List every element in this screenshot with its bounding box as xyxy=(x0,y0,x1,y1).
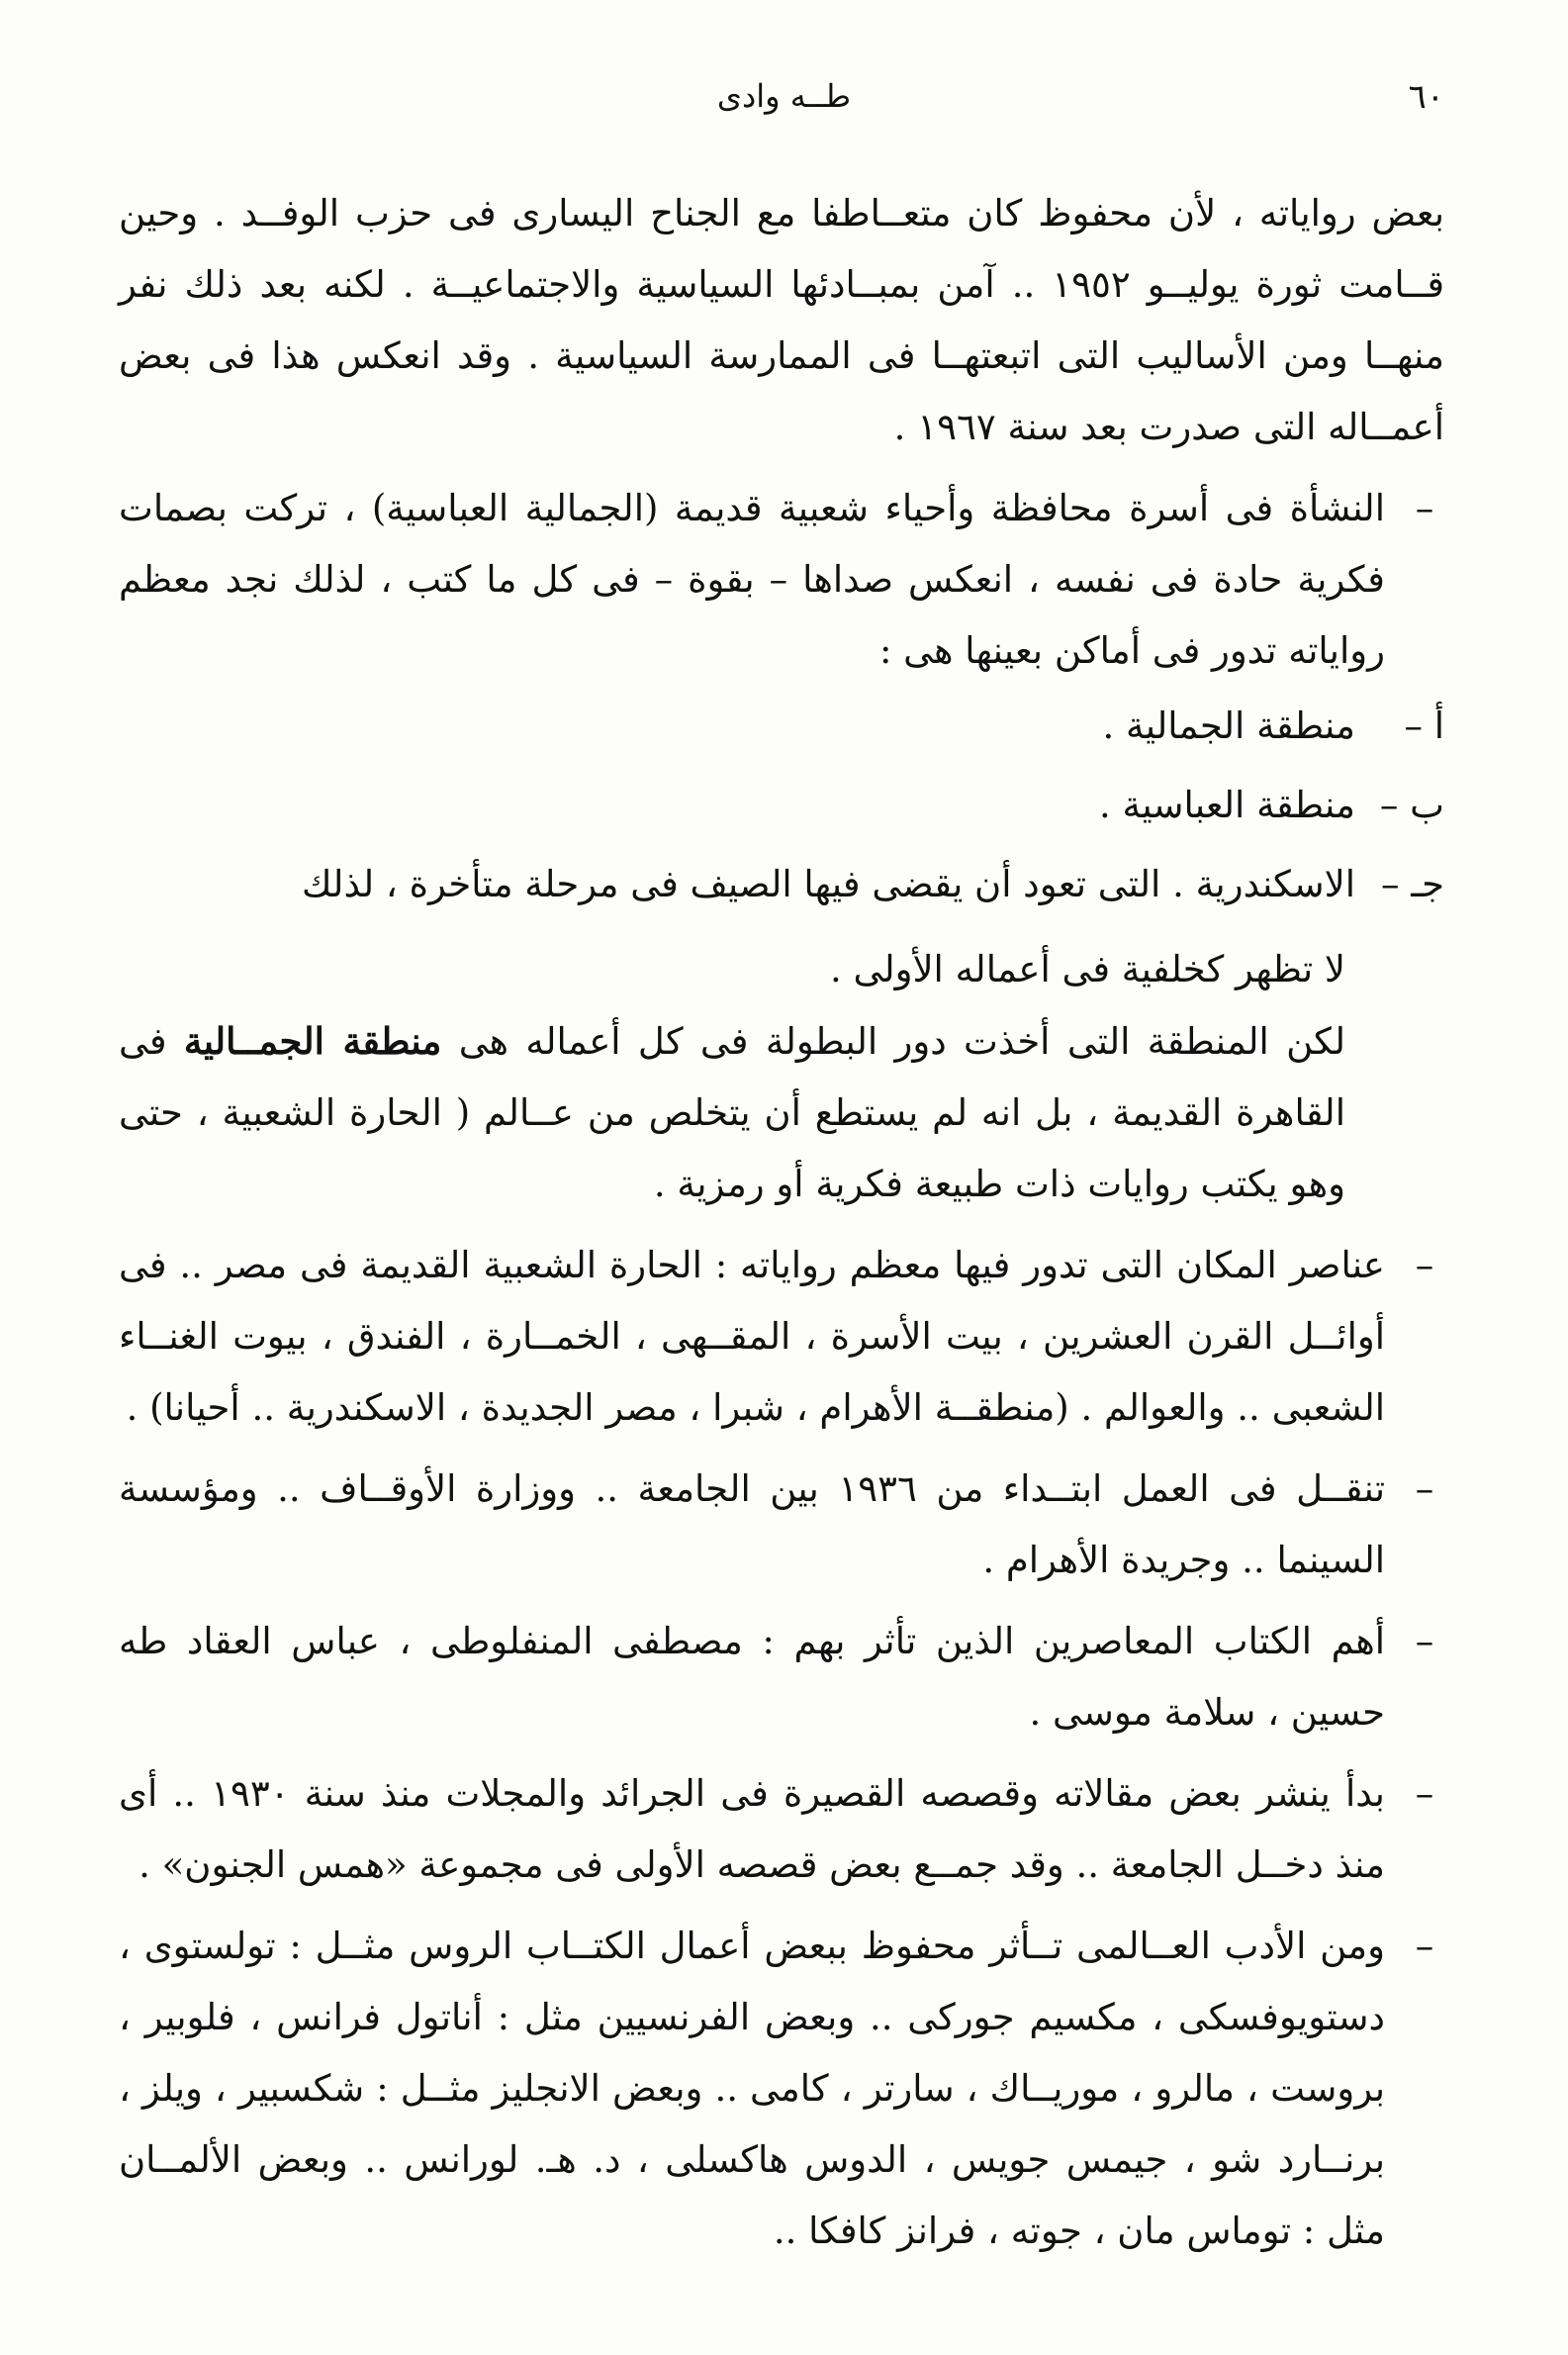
bullet-item xyxy=(119,1606,1444,1748)
gamaliya-text-end: فى القاهرة القديمة ، بل انه لم يستطع أن يتخلص من عــالم ( الحارة الشعبية ، حتى وهو يكتب روايات ذات طبيعة فكرية أو رمزية . xyxy=(119,1020,1345,1205)
bullet-text: أهم الكتاب المعاصرين الذين تأثر بهم : مصطفى المنفلوطى ، عباس العقاد طه حسين ، سلامة موسى . xyxy=(119,1620,1385,1734)
bullet-item xyxy=(119,1230,1444,1444)
bullet-item xyxy=(119,1758,1444,1901)
bullet-text: عناصر المكان التى تدور فيها معظم رواياته : الحارة الشعبية القديمة فى مصر .. فى أوائــل القرن العشرين ، بيت الأسرة ، المقــهى ، الخمــارة ، الفندق ، بيوت الغنــاء الشعبى .. والعوالم . (منطقــة الأهرام ، شبرا ، مصر الجديدة ، الاسكندرية .. أحيانا) . xyxy=(119,1244,1385,1429)
list-item xyxy=(119,766,1444,845)
list-text: الاسكندرية . التى تعود أن يقضى فيها الصيف فى مرحلة متأخرة ، لذلك xyxy=(301,863,1355,905)
gamaliya-paragraph xyxy=(119,1005,1444,1220)
page-body xyxy=(119,178,1444,2267)
bullet-dash: – xyxy=(1415,1925,1434,1967)
bullet-dash: – xyxy=(1415,1772,1434,1815)
bullet-dash: – xyxy=(1415,487,1434,529)
bullet-text: النشأة فى أسرة محافظة وأحياء شعبية قديمة (الجمالية العباسية) ، تركت بصمات فكرية حادة فى نفسه ، انعكس صداها – بقوة – فى كل ما كتب ، لذلك نجد معظم رواياته تدور فى أماكن بعينها هى : xyxy=(119,487,1385,672)
bullet-item xyxy=(119,473,1444,687)
running-title: طــه وادى xyxy=(716,77,852,115)
bullet-text: تنقــل فى العمل ابتــداء من ١٩٣٦ بين الجامعة .. ووزارة الأوقــاف .. ومؤسسة السينما .. وجريدة الأهرام . xyxy=(119,1467,1385,1581)
bullet-dash: – xyxy=(1415,1620,1434,1662)
list-text: منطقة الجمالية . xyxy=(1102,705,1355,747)
list-item xyxy=(119,687,1444,766)
bullet-item xyxy=(119,1911,1444,2267)
gamaliya-emphasis: منطقة الجمــالية xyxy=(183,1019,442,1063)
places-continuation: لا تظهر كخلفية فى أعماله الأولى . xyxy=(829,948,1345,990)
page-header xyxy=(0,77,1568,137)
bullet-dash: – xyxy=(1415,1467,1434,1510)
list-label: جـ – xyxy=(1381,863,1444,905)
intro-paragraph: بعض رواياته ، لأن محفوظ كان متعــاطفا مع الجناح اليسارى فى حزب الوفــد . وحين قــامت ثورة يوليــو ١٩٥٢ .. آمن بمبــادئها السياسية والاجتماعيــة . لكنه بعد ذلك نفر منهــا ومن الأساليب التى اتبعتهــا فى الممارسة السياسية . وقد انعكس هذا فى بعض أعمــاله التى صدرت بعد سنة ١٩٦٧ . xyxy=(119,192,1445,448)
bullet-text: بدأ ينشر بعض مقالاته وقصصه القصيرة فى الجرائد والمجلات منذ سنة ١٩٣٠ .. أى منذ دخــل الجامعة .. وقد جمــع بعض قصصه الأولى فى مجموعة «همس الجنون» . xyxy=(119,1772,1385,1886)
bullet-item xyxy=(119,1454,1444,1596)
bullet-dash: – xyxy=(1415,1244,1434,1286)
page-number: ٦٠ xyxy=(1408,77,1444,117)
list-label: ب – xyxy=(1379,784,1444,826)
gamaliya-text-start: لكن المنطقة التى أخذت دور البطولة فى كل أعماله هى xyxy=(458,1020,1346,1063)
list-label: أ – xyxy=(1404,705,1444,747)
list-item xyxy=(119,845,1444,924)
list-text: منطقة العباسية . xyxy=(1098,784,1355,826)
bullet-text: ومن الأدب العــالمى تــأثر محفوظ ببعض أعمال الكتــاب الروس مثــل : تولستوى ، دستويوفسكى ، مكسيم جوركى .. وبعض الفرنسيين مثل : أناتول فرانس ، فلوبير ، بروست ، مالرو ، موريــاك ، سارتر ، كامى .. وبعض الانجليز مثــل : شكسبير ، ويلز ، برنــارد شو ، جيمس جويس ، الدوس هاكسلى ، د. هـ. لورانس .. وبعض الألمــان مثل : توماس مان ، جوته ، فرانز كافكا .. xyxy=(119,1925,1385,2252)
